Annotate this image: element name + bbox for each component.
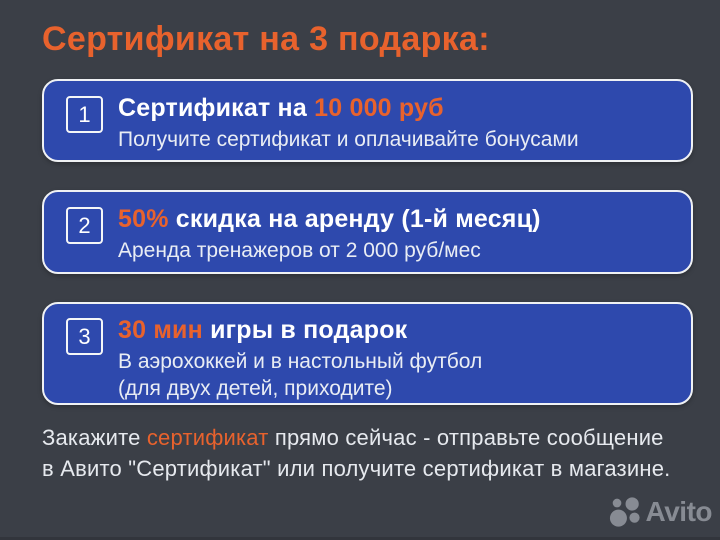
offer-2-subtitle: Аренда тренажеров от 2 000 руб/мес (118, 238, 481, 262)
cta-line-1-end: прямо сейчас - отправьте сообщение (268, 425, 664, 450)
offer-2-title (118, 204, 541, 235)
offer-2-number-badge: 2 (66, 207, 103, 244)
offer-3-title-tail: игры в подарок (202, 316, 408, 344)
avito-watermark (609, 495, 712, 529)
offer-card-2 (42, 190, 693, 274)
offer-1-text (118, 93, 579, 151)
cta-line-2: в Авито "Сертификат" или получите сертификат в магазине. (42, 455, 671, 481)
avito-brand-text: Avito (645, 496, 712, 527)
offer-2-title-tail: скидка на аренду (1-й месяц) (168, 205, 541, 233)
cta-line-1-highlight: сертификат (146, 425, 269, 450)
offer-1-title (118, 93, 579, 124)
offer-3-number-badge: 3 (66, 318, 103, 355)
cta-line-1 (42, 423, 702, 454)
cta-line-1-start: Закажите (42, 425, 147, 450)
offer-3-title-highlight: 30 мин (118, 316, 203, 344)
offer-card-3 (42, 302, 693, 405)
offer-2-text (118, 204, 541, 262)
avito-logo-icon (609, 495, 643, 529)
offer-1-title-highlight: 10 000 руб (314, 94, 444, 122)
call-to-action-text (42, 423, 702, 485)
offer-card-1 (42, 79, 693, 162)
offer-3-text (118, 315, 482, 401)
offer-3-subtitle-line-1: В аэрохоккей и в настольный футбол (118, 349, 483, 373)
offer-1-subtitle: Получите сертификат и оплачивайте бонусами (118, 127, 579, 151)
offer-3-subtitle-line-2: (для двух детей, приходите) (118, 377, 393, 401)
offer-2-title-highlight: 50% (118, 205, 169, 233)
offer-1-number-badge: 1 (66, 96, 103, 133)
offer-3-title (118, 315, 482, 346)
page-title: Сертификат на 3 подарка: (42, 20, 490, 58)
offer-1-title-text: Сертификат на (118, 94, 315, 122)
